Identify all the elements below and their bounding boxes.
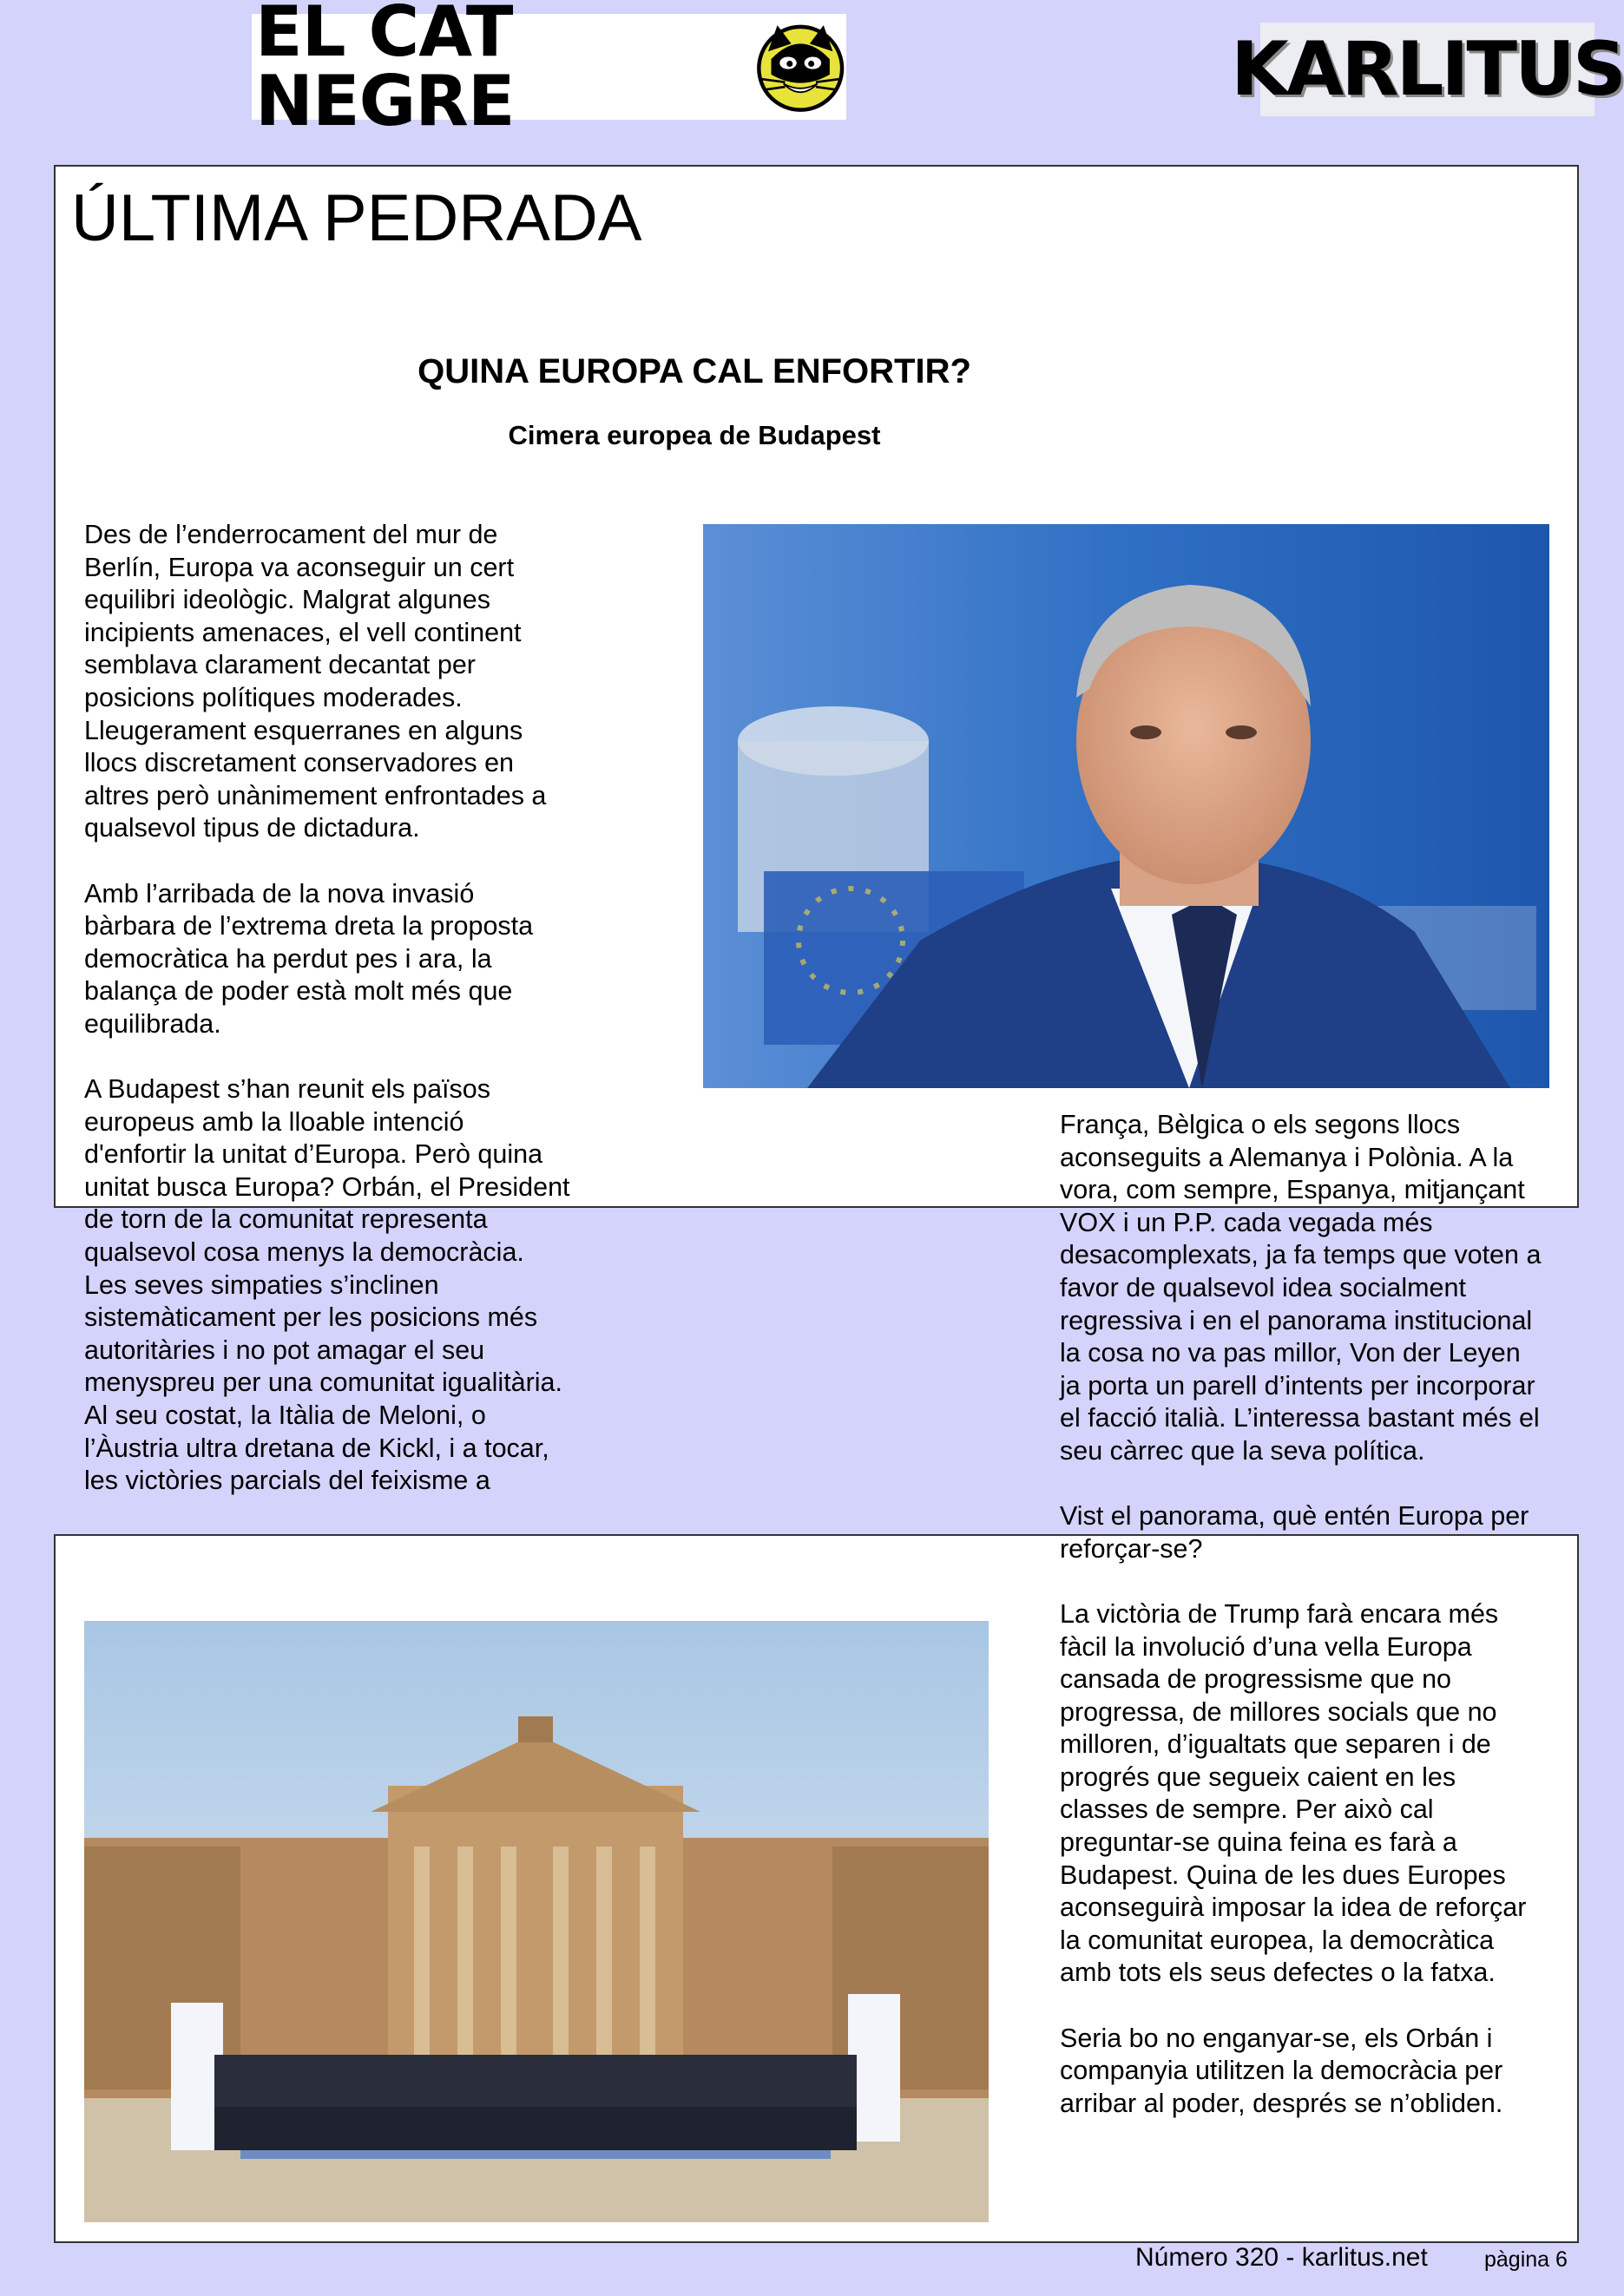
article-headline: QUINA EUROPA CAL ENFORTIR?	[418, 352, 971, 390]
brand-logo-el-cat-negre	[252, 0, 846, 141]
brand-right-title: KARLITUS	[1231, 26, 1624, 113]
portrait-image	[703, 524, 1549, 1088]
portrait-photo	[703, 524, 1549, 1088]
paragraph: A Budapest s’han reunit els països europeus amb la lloable intenció d'enfortir la unitat d’Europa. Però quina unitat busca Europa? Orbán, el President de torn de la comunitat representa qualsevol cosa menys la democràcia. Les seves simpaties s’inclinen sistemàticament per les posicions més autoritàries i no pot amagar el seu menyspreu per una comunitat igualitària. Al seu costat, la Itàlia de Meloni, o l’Àustria ultra dretana de Kickl, i a tocar, les victòries parcials del feixisme a	[84, 1074, 570, 1496]
brand-logo-karlitus	[1231, 23, 1624, 116]
footer-issue: Número 320 - karlitus.net	[1135, 2243, 1428, 2272]
paragraph: França, Bèlgica o els segons llocs aconseguits a Alemanya i Polònia. A la vora, com sempre, Espanya, mitjançant VOX i un P.P. cada vegada més desacomplexats, ja fa temps que voten a favor de qualsevol idea socialment regressiva i en el panorama institucional la cosa no va pas millor, Von der Leyen ja porta un parell d’intents per incorporar el facció italià. L’interessa bastant més el seu càrrec que la seva política.	[1060, 1110, 1542, 1466]
article-subheadline: Cimera europea de Budapest	[508, 420, 881, 450]
paragraph: La victòria de Trump farà encara més fàcil la involució d’una vella Europa cansada de progressisme que no progressa, de millores socials que no milloren, d’igualtats que separen i de progrés que segueix caient en les classes de sempre. Per això cal preguntar-se quina feina es farà a Budapest. Quina de les dues Europes aconseguirà imposar la idea de reforçar la comunitat europea, la democràtica amb tots els seus defectes o la fatxa.	[1060, 1598, 1527, 1988]
black-cat-face-icon	[754, 16, 846, 118]
article-column-right	[1060, 1109, 1546, 2153]
brand-left-title: EL CAT NEGRE	[255, 0, 515, 141]
summit-image	[84, 1621, 989, 2222]
paragraph: Vist el panorama, què entén Europa per reforçar-se?	[1060, 1501, 1529, 1564]
article-column-left	[84, 519, 570, 1530]
paragraph: Des de l’enderrocament del mur de Berlín, Europa va aconseguir un cert equilibri ideològic. Malgrat algunes incipients amenaces, el vell continent semblava clarament decantat per posicions polítiques moderades. Lleugerament esquerranes en alguns llocs discretament conservadores en altres però unànimement enfrontades a qualsevol tipus de dictadura.	[84, 520, 547, 843]
summit-group-photo	[84, 1621, 989, 2222]
paragraph: Seria bo no enganyar-se, els Orbán i companyia utilitzen la democràcia per arribar al poder, després se n’obliden.	[1060, 2023, 1503, 2118]
footer-page-number: pàgina 6	[1484, 2247, 1568, 2272]
section-label: ÚLTIMA PEDRADA	[71, 181, 642, 255]
paragraph: Amb l’arribada de la nova invasió bàrbara de l’extrema dreta la proposta democràtica ha perdut pes i ara, la balança de poder està molt més que equilibrada.	[84, 878, 534, 1039]
